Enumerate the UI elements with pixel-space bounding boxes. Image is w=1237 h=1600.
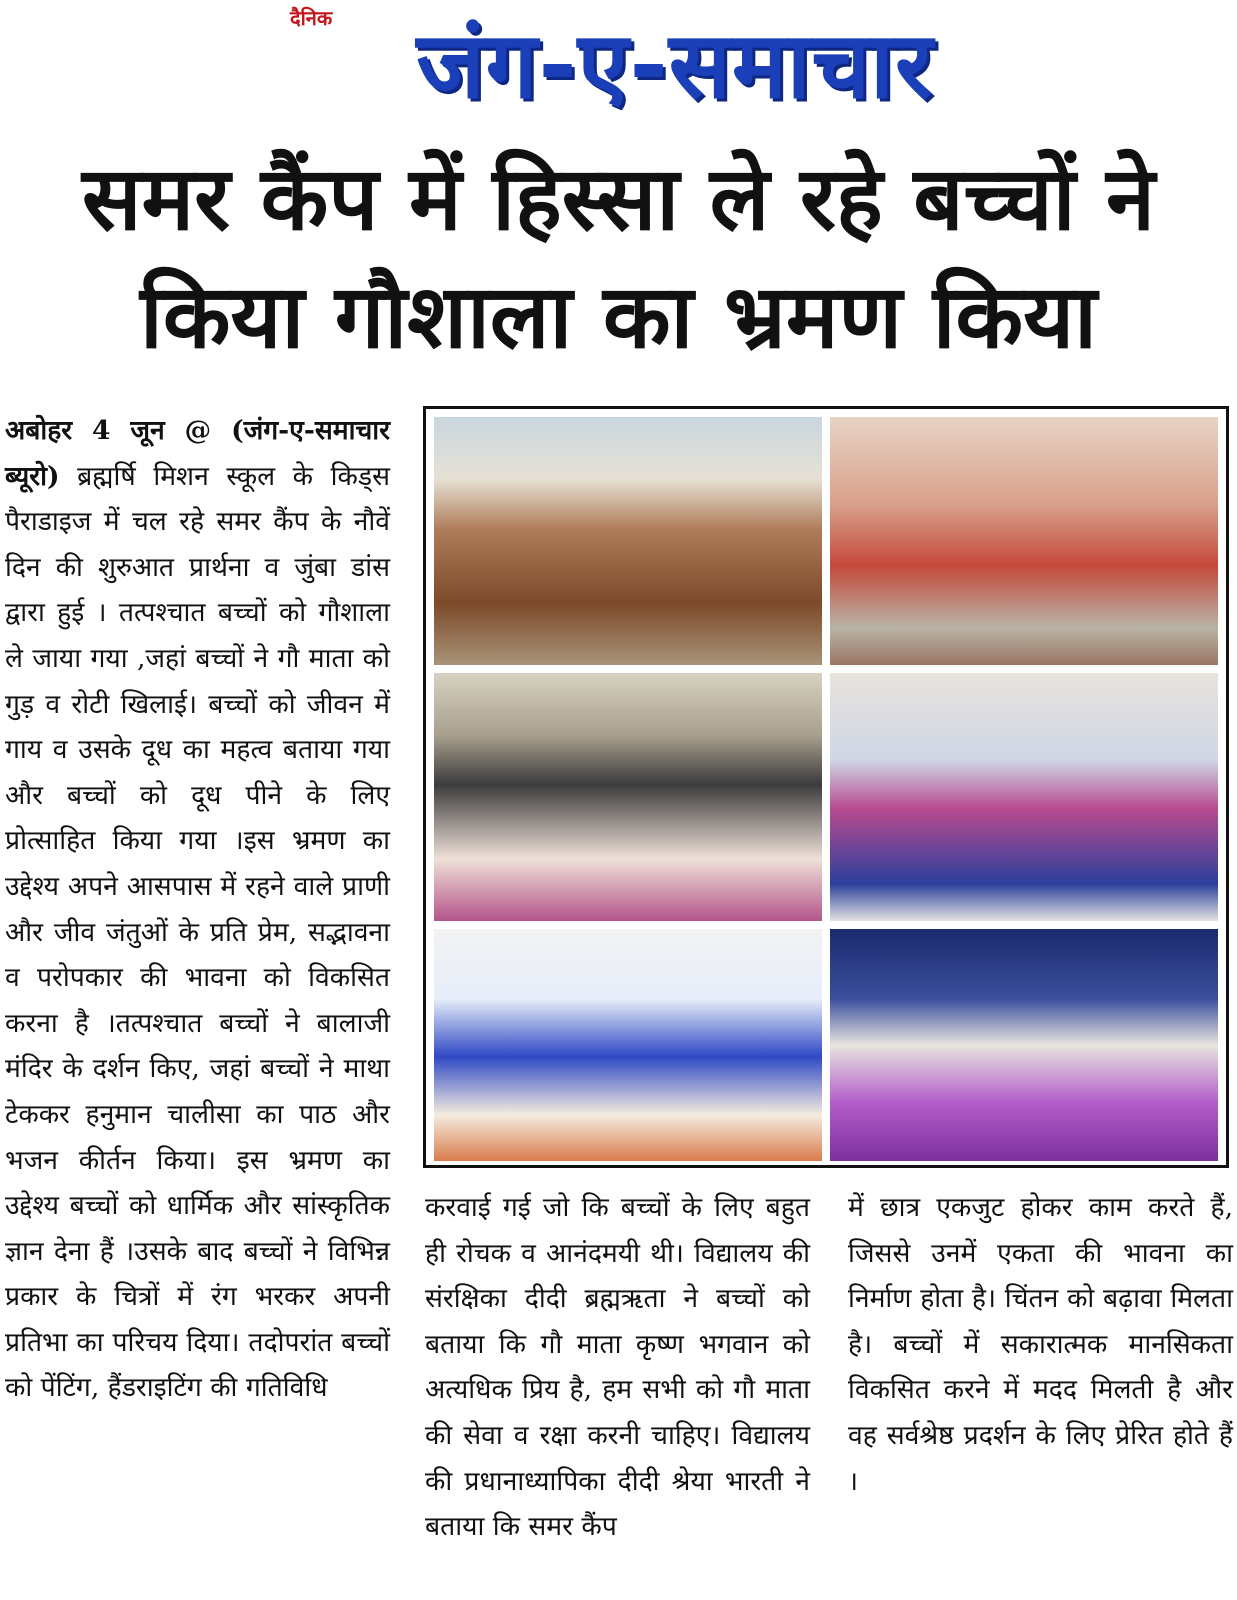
photo-children-with-cow — [434, 673, 822, 921]
article-column-3: में छात्र एकजुट होकर काम करते हैं, जिससे उनमें एकता की भावना का निर्माण होता है। चिंतन को बढ़ावा मिलता है। बच्चों में सकारात्मक मानसिकता विकसित करने में मदद मिलती है और वह सर्वश्रेष्ठ प्रदर्शन के लिए प्रेरित होते हैं । — [848, 1192, 1233, 1497]
article-dateline: अबोहर 4 जून @ (जंग-ए-समाचार ब्यूरो) — [5, 415, 390, 492]
article-column-1-text: ब्रह्मर्षि मिशन स्कूल के किड्स पैराडाइज में चल रहे समर कैंप के नौवें दिन की शुरुआत प्रार्थना व जुंबा डांस द्वारा हुई । तत्पश्चात बच्चों को गौशाला ले जाया गया ,जहां बच्चों ने गौ माता को गुड़ व रोटी खिलाई। बच्चों को जीवन में गाय व उसके दूध का महत्व बताया गया और बच्चों को दूध पीने के लिए प्रोत्साहित किया गया ।इस भ्रमण का उद्देश्य अपने आसपास में रहने वाले प्राणी और जीव जंतुओं के प्रति प्रेम, सद्भावना व परोपकार की भावना को विकसित करना है ।तत्पश्चात बच्चों ने बालाजी मंदिर के दर्शन किए, जहां बच्चों ने माथा टेककर हनुमान चालीसा का पाठ और भजन कीर्तन किया। इस भ्रमण का उद्देश्य बच्चों को धार्मिक और सांस्कृतिक ज्ञान देना हैं ।उसके बाद बच्चों ने विभिन्न प्रकार के चित्रों में रंग भरकर अपनी प्रतिभा का परिचय दिया। तदोपरांत बच्चों को पेंटिंग, हैंडराइटिंग की गतिविधि — [5, 460, 390, 1404]
photo-classroom-activity — [830, 673, 1218, 921]
article-column-2: करवाई गई जो कि बच्चों के लिए बहुत ही रोचक व आनंदमयी थी। विद्यालय की संरक्षिका दीदी ब्रह्मऋता ने बच्चों को बताया कि गौ माता कृष्ण भगवान को अत्यधिक प्रिय है, हम सभी को गौ माता की सेवा व रक्षा करनी चाहिए। विद्यालय की प्रधानाध्यापिका दीदी श्रेया भारती ने बताया कि समर कैंप — [425, 1192, 810, 1543]
newspaper-name-logo: जंग-ए-समाचार — [416, 12, 934, 119]
photo-collage — [423, 406, 1229, 1168]
masthead-daily-label: दैनिक — [290, 6, 333, 30]
masthead — [0, 0, 1237, 120]
photo-painting-activity — [830, 929, 1218, 1161]
headline-line-1: समर कैंप में हिस्सा ले रहे बच्चों ने — [82, 147, 1155, 250]
headline-line-2: किया गौशाला का भ्रमण किया — [140, 265, 1097, 368]
photo-children-drawing-table — [434, 929, 822, 1161]
photo-temple-visit — [830, 417, 1218, 665]
article-headline — [0, 140, 1237, 376]
article-column-1 — [5, 408, 390, 1411]
photo-cows-at-gaushala — [434, 417, 822, 665]
